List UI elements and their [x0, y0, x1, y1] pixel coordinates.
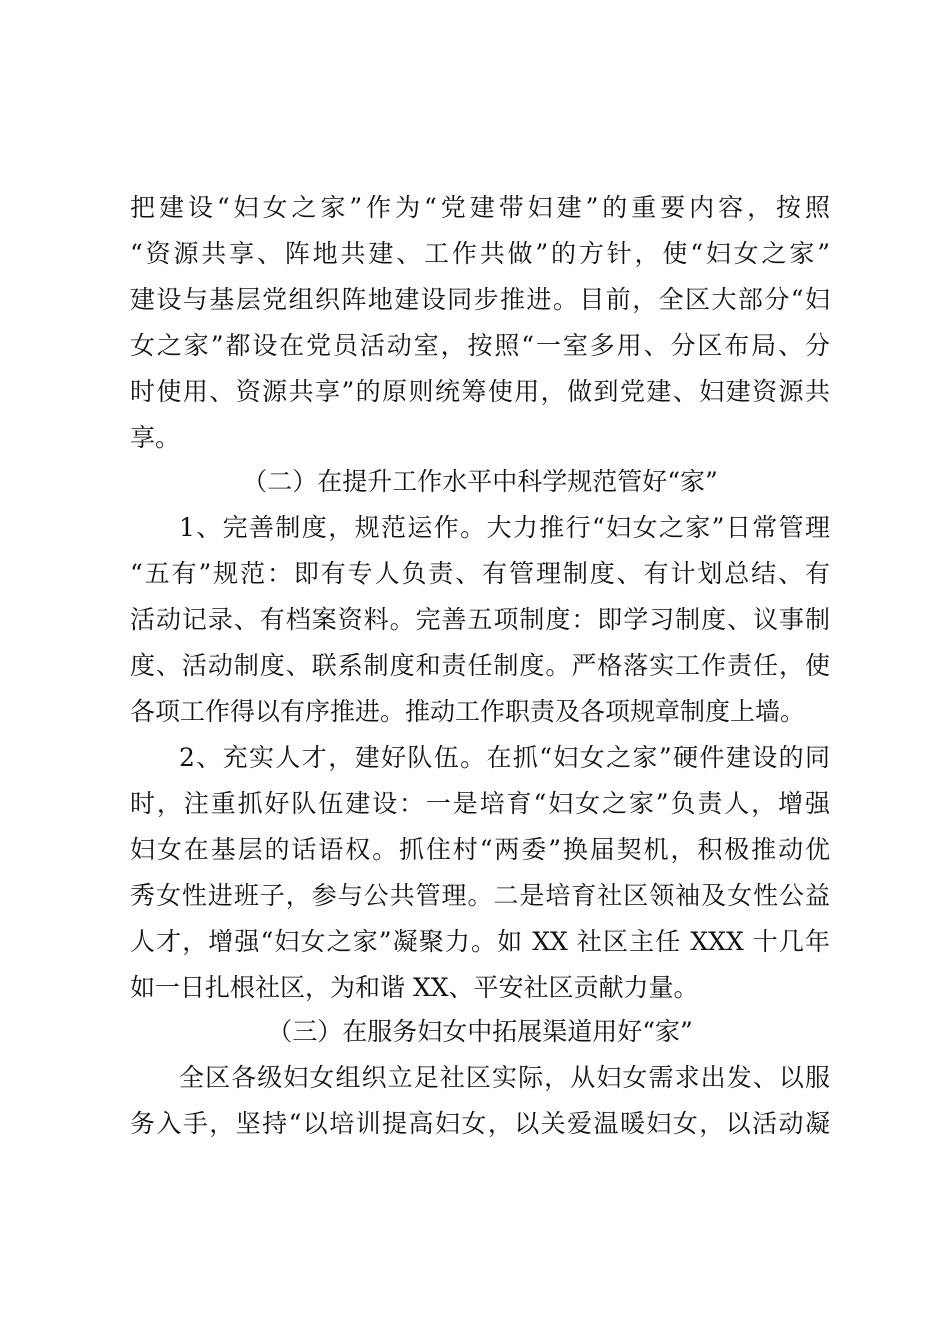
paragraph-line: 人才，增强“妇女之家”凝聚力。如 XX 社区主任 XXX 十几年 [130, 927, 830, 956]
paragraph-line: 1、完善制度，规范运作。大力推行“妇女之家”日常管理 [179, 513, 830, 542]
paragraph-line: 全区各级妇女组织立足社区实际，从妇女需求出发、以服 [179, 1063, 830, 1092]
paragraph-line: 时使用、资源共享”的原则统筹使用，做到党建、妇建资源共 [130, 377, 830, 406]
paragraph-line: 建设与基层党组织阵地建设同步推进。目前，全区大部分“妇 [130, 285, 830, 314]
paragraph-line: “五有”规范：即有专人负责、有管理制度、有计划总结、有 [130, 559, 830, 588]
paragraph-line: 活动记录、有档案资料。完善五项制度：即学习制度、议事制 [130, 605, 830, 634]
section-heading: （二）在提升工作水平中科学规范管好“家” [242, 467, 718, 496]
paragraph-line: 如一日扎根社区，为和谐 XX、平安社区贡献力量。 [130, 973, 699, 1002]
paragraph-line: 时，注重抓好队伍建设：一是培育“妇女之家”负责人，增强 [130, 789, 830, 818]
paragraph-line: 妇女在基层的话语权。抓住村“两委”换届契机，积极推动优 [130, 835, 830, 864]
paragraph-line: 务入手，坚持“以培训提高妇女，以关爱温暖妇女，以活动凝 [130, 1109, 830, 1138]
section-heading: （三）在服务妇女中拓展渠道用好“家” [267, 1017, 693, 1046]
paragraph-line: 把建设“妇女之家”作为“党建带妇建”的重要内容，按照 [130, 193, 830, 222]
paragraph-line: 各项工作得以有序推进。推动工作职责及各项规章制度上墙。 [130, 697, 806, 726]
paragraph-line: “资源共享、阵地共建、工作共做”的方针，使“妇女之家” [130, 239, 830, 268]
paragraph-line: 2、充实人才，建好队伍。在抓“妇女之家”硬件建设的同 [179, 743, 830, 772]
paragraph-line: 度、活动制度、联系制度和责任制度。严格落实工作责任，使 [130, 651, 830, 680]
paragraph-line: 享。 [130, 423, 181, 452]
paragraph-line: 秀女性进班子，参与公共管理。二是培育社区领袖及女性公益 [130, 881, 830, 910]
paragraph-line: 女之家”都设在党员活动室，按照“一室多用、分区布局、分 [130, 331, 830, 360]
